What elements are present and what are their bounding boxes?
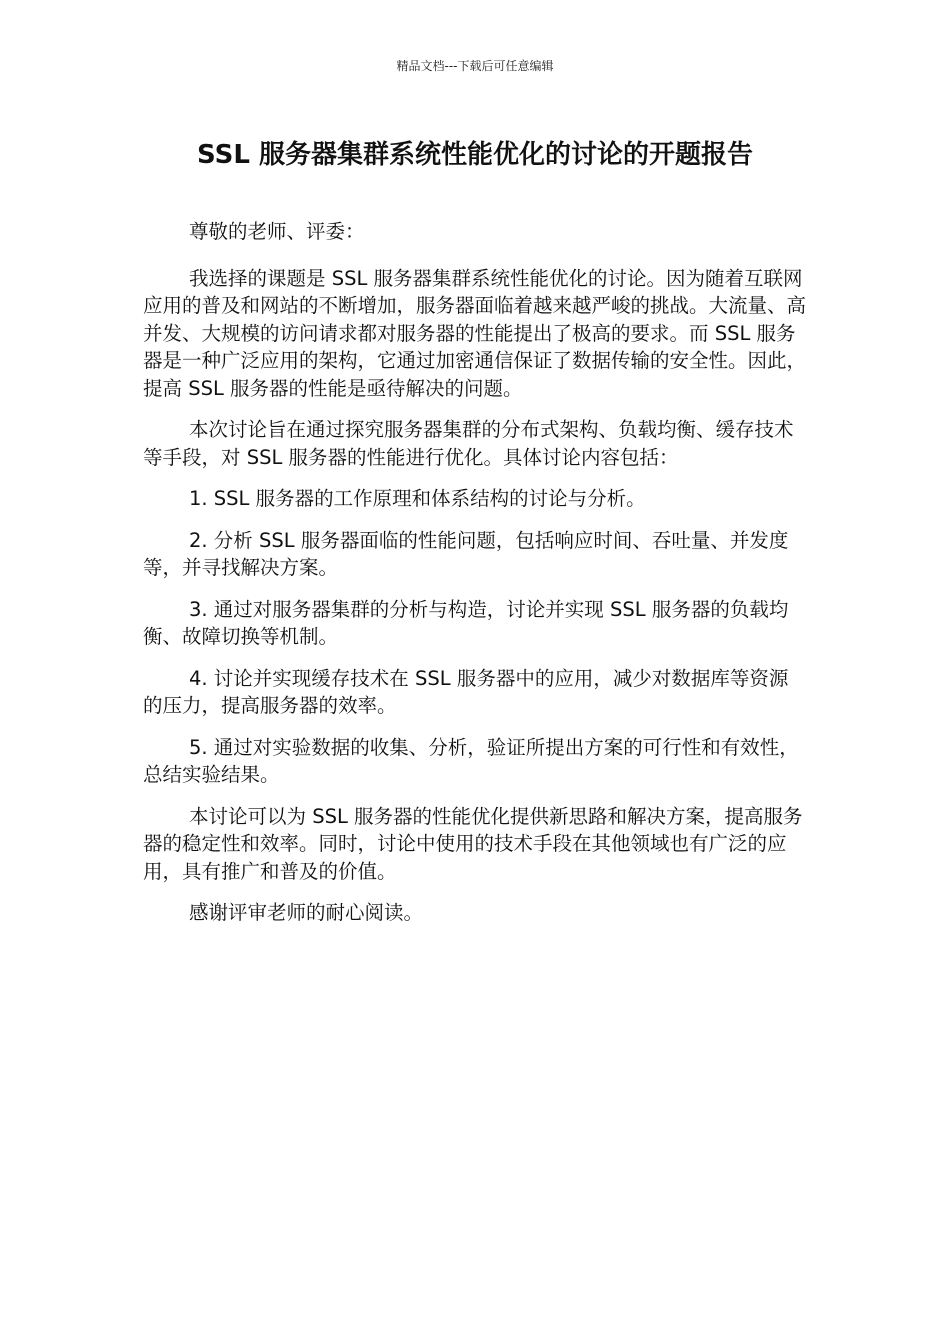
content-item-5: 5. 通过对实验数据的收集、分析，验证所提出方案的可行性和有效性，总结实验结果。 — [143, 735, 799, 786]
objective-paragraph: 本次讨论旨在通过探究服务器集群的分布式架构、负载均衡、缓存技术等手段，对 SSL 服务器的性能进行优化。具体讨论内容包括： — [143, 418, 794, 469]
document-body — [143, 218, 807, 941]
content-item-1: 1. SSL 服务器的工作原理和体系结构的讨论与分析。 — [189, 487, 646, 510]
greeting-paragraph: 尊敬的老师、评委： — [189, 220, 365, 243]
content-item-2: 2. 分析 SSL 服务器面临的性能问题，包括响应时间、吞吐量、并发度等，并寻找解决方案。 — [143, 528, 789, 579]
content-item-3: 3. 通过对服务器集群的分析与构造，讨论并实现 SSL 服务器的负载均衡、故障切换等机制。 — [143, 597, 789, 648]
content-item-4: 4. 讨论并实现缓存技术在 SSL 服务器中的应用，减少对数据库等资源的压力，提高服务器的效率。 — [143, 666, 789, 717]
page-header: 精品文档---下载后可任意编辑 — [396, 59, 554, 73]
conclusion-paragraph: 本讨论可以为 SSL 服务器的性能优化提供新思路和解决方案，提高服务器的稳定性和效率。同时，讨论中使用的技术手段在其他领域也有广泛的应用，具有推广和普及的价值。 — [143, 804, 803, 883]
document-title: SSL 服务器集群系统性能优化的讨论的开题报告 — [197, 140, 753, 170]
closing-paragraph: 感谢评审老师的耐心阅读。 — [189, 901, 424, 924]
intro-paragraph: 我选择的课题是 SSL 服务器集群系统性能优化的讨论。因为随着互联网应用的普及和网站的不断增加，服务器面临着越来越严峻的挑战。大流量、高并发、大规模的访问请求都对服务器的性能提出了极高的要求。而 SSL 服务器是一种广泛应用的架构，它通过加密通信保证了数据传输的安全性。因此，提高 SSL 服务器的性能是亟待解决的问题。 — [143, 266, 807, 400]
